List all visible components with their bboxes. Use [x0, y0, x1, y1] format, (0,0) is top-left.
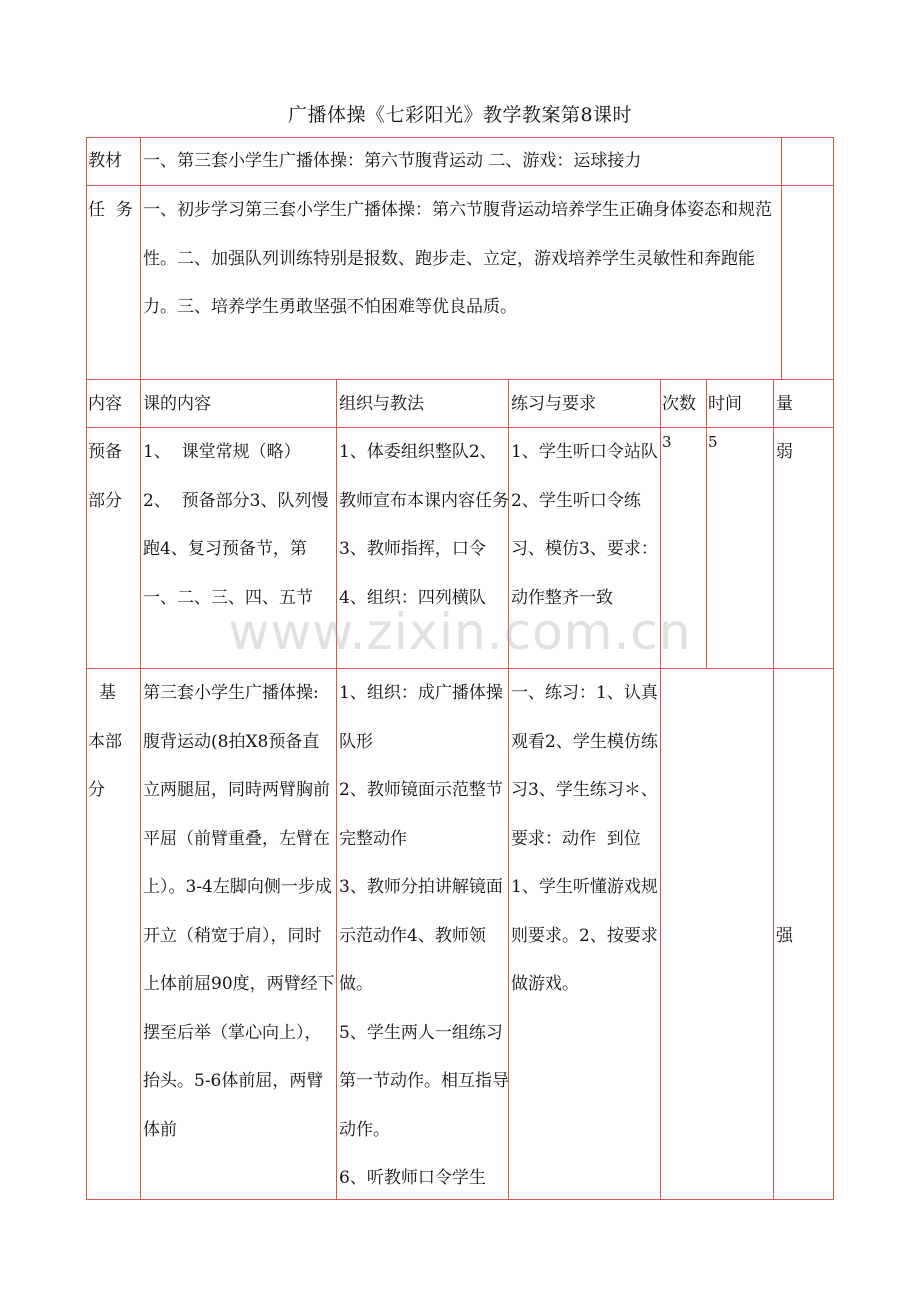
table-border-left — [86, 137, 87, 1200]
header-requirement: 练习与要求 — [511, 394, 596, 414]
prep-method: 1、体委组织整队2、教师宣布本课内容任务3、教师指挥，口令4、组织：四列横队 — [339, 442, 509, 608]
page-title: 广播体操《七彩阳光》教学教案第8课时 — [287, 104, 633, 126]
header-intensity: 量 — [776, 394, 793, 414]
task-label: 任 务 — [88, 200, 133, 220]
header-method: 组织与教法 — [339, 394, 424, 414]
col-divider-7 — [773, 379, 774, 1200]
watermark: www.zixin.com.cn — [228, 603, 692, 661]
prep-intensity: 弱 — [776, 442, 793, 462]
table-border-right — [833, 137, 834, 1200]
prep-requirement: 1、学生听口令站队2、学生听口令练习、模仿3、要求：动作整齐一致 — [511, 442, 658, 608]
basic-section-label: 基 本部 分 — [88, 683, 122, 800]
col-divider-3 — [336, 379, 337, 1200]
header-content-type: 内容 — [88, 394, 122, 414]
prep-section-label: 预备 部分 — [88, 442, 122, 511]
basic-method: 1、组织：成广播体操队形 2、教师镜面示范整节完整动作 3、教师分拍讲解镜面示范动作4、教师领做。 5、学生两人一组练习第一节动作。相互指导动作。 6、听教师口令学生 — [339, 683, 509, 1188]
material-content: 一、第三套小学生广播体操：第六节腹背运动 二、游戏：运球接力 — [143, 151, 642, 171]
basic-requirement: 一、练习：1、认真观看2、学生模仿练习3、学生练习＊、 要求：动作 到位 1、学生听懂游戏规则要求。2、按要求做游戏。 — [511, 683, 658, 994]
basic-lesson-content: 第三套小学生广播体操: 腹背运动(8拍X8预备直立两腿屈，同時两臂胸前平屈（前臂重叠，左臂在上）。3-4左脚向侧一步成开立（稍宽于肩），同时上体前屈90度，两臂经下摆至后举（掌心向上），抬头。5-6体前屈，两臂体前 — [143, 683, 335, 1140]
material-label: 教材 — [88, 151, 122, 171]
prep-time: 5 — [708, 433, 718, 451]
basic-intensity: 强 — [776, 926, 793, 946]
header-count: 次数 — [662, 394, 696, 414]
header-lesson-content: 课的内容 — [143, 394, 211, 414]
prep-count: 3 — [662, 433, 672, 451]
col-divider-1 — [140, 137, 141, 1200]
prep-lesson-content: 1、 课堂常规（略） 2、 预备部分3、队列慢跑4、复习预备节，第一、二、三、四、五节 — [143, 442, 329, 608]
header-time: 时间 — [708, 394, 742, 414]
task-content: 一、初步学习第三套小学生广播体操：第六节腹背运动培养学生正确身体姿态和规范性。二、加强队列训练特别是报数、跑步走、立定，游戏培养学生灵敏性和奔跑能力。三、培养学生勇敢坚强不怕困难等优良品质。 — [143, 200, 772, 317]
